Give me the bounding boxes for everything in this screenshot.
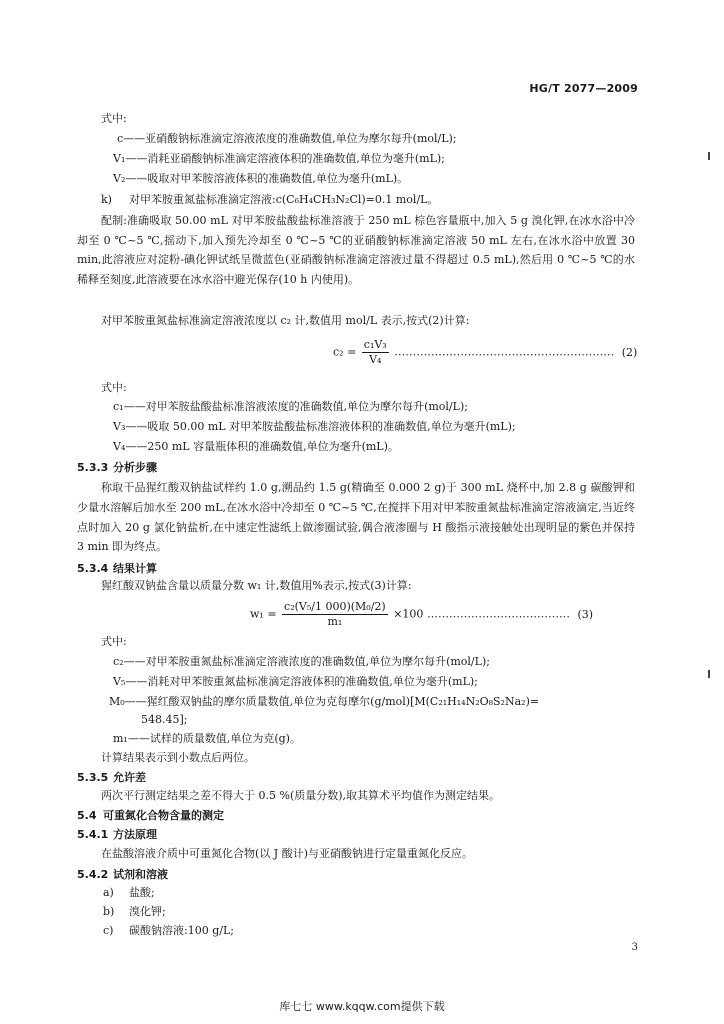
section-5-4-1-heading: [77, 826, 157, 842]
w1-calc-intro: 猩红酸双钠盐含量以质量分数 w₁ 计,数值用%表示,按式(3)计算:: [101, 579, 412, 592]
list-item-a-label: a): [103, 886, 114, 899]
formula-2-lhs: c₂ =: [333, 345, 357, 359]
definition-m0-cont: 548.45];: [141, 713, 188, 726]
formula-2-leader: ……………………………………………………: [394, 345, 615, 359]
section-5-3-5-heading: [77, 769, 146, 785]
section-5-3-3-number: 5.3.3: [77, 461, 109, 474]
where-label-1: 式中:: [101, 112, 127, 125]
list-item-c-text: 碳酸钠溶液:100 g/L;: [129, 924, 234, 937]
c2-calc-intro: 对甲苯胺重氮盐标准滴定溶液浓度以 c₂ 计,数值用 mol/L 表示,按式(2)计算:: [101, 314, 470, 327]
list-item-a-text: 盐酸;: [129, 886, 155, 899]
where-label-3: 式中:: [101, 635, 127, 648]
formula-3-lhs: w₁ =: [250, 607, 277, 621]
section-5-3-4-heading: [77, 560, 157, 576]
formula-2: [333, 338, 637, 367]
section-5-4-1-number: 5.4.1: [77, 828, 109, 841]
section-5-3-4-title: 结果计算: [113, 562, 157, 575]
formula-2-tag: (2): [621, 345, 638, 359]
formula-3: [250, 600, 593, 629]
section-5-3-4-number: 5.3.4: [77, 562, 109, 575]
where-label-2: 式中:: [101, 381, 127, 394]
formula-3-tag: (3): [577, 607, 594, 621]
definition-c2: c₂——对甲苯胺重氮盐标准滴定溶液浓度的准确数值,单位为摩尔每升(mol/L);: [113, 655, 490, 668]
section-5-4-number: 5.4: [77, 809, 97, 822]
definition-c1: c₁——对甲苯胺盐酸盐标准溶液浓度的准确数值,单位为摩尔每升(mol/L);: [113, 400, 468, 413]
page-number: 3: [631, 942, 638, 953]
section-5-4-2-number: 5.4.2: [77, 868, 109, 881]
formula-3-tail: ×100: [393, 607, 424, 621]
section-5-3-3-heading: [77, 459, 157, 475]
definition-v1: V₁——消耗亚硝酸钠标准滴定溶液体积的准确数值,单位为毫升(mL);: [113, 152, 445, 165]
rounding-note: 计算结果表示到小数点后两位。: [101, 751, 255, 764]
formula-3-numerator: c₂(V₅/1 000)(M₀/2): [284, 600, 386, 613]
formula-2-fraction: [362, 338, 389, 367]
definition-m1: m₁——试样的质量数值,单位为克(g)。: [113, 732, 301, 745]
definition-m0: M₀——猩红酸双钠盐的摩尔质量数值,单位为克每摩尔(g/mol)[M(C₂₁H₁₄N₂O₈S₂Na₂)=: [109, 695, 540, 708]
section-5-3-3-title: 分析步骤: [113, 461, 157, 474]
section-5-4-heading: [77, 807, 224, 823]
formula-3-leader: …………………………………: [426, 607, 570, 621]
formula-2-denominator: V₄: [369, 353, 382, 366]
formula-3-fraction: [282, 600, 388, 629]
section-5-3-3-text: 称取干品猩红酸双钠盐试样约 1.0 g,溯品约 1.5 g(精确至 0.000 2 g)于 300 mL 烧杯中,加 2.8 g 碳酸钾和少量水溶解后加水至 200 mL,在冰水浴中冷却至 0 ℃~5 ℃,在搅拌下用对甲苯胺重氮盐标准滴定溶液滴定,当近终点时加入 20 g 氯化钠盐析,在中速定性滤纸上做渗圈试验,偶合液渗圈与 H 酸指示液接触处出现明显的紫色并保持 3 min 即为终点。: [77, 481, 635, 554]
formula-2-numerator: c₁V₃: [363, 338, 387, 351]
definition-v4: V₄——250 mL 容量瓶体积的准确数值,单位为毫升(mL)。: [113, 440, 399, 453]
download-footer: 库七七 www.kqqw.com提供下载: [279, 1000, 445, 1013]
item-k-label: k): [101, 193, 112, 206]
section-5-3-5-title: 允许差: [113, 771, 146, 784]
section-5-4-1-text: 在盐酸溶液介质中可重氮化合物(以 J 酸计)与亚硝酸钠进行定量重氮化反应。: [101, 847, 473, 860]
definition-c: c——亚硝酸钠标准滴定溶液浓度的准确数值,单位为摩尔每升(mol/L);: [117, 132, 457, 145]
section-5-4-2-heading: [77, 866, 168, 882]
list-item-b-label: b): [103, 905, 115, 918]
section-5-4-2-title: 试剂和溶液: [113, 868, 168, 881]
definition-v3: V₃——吸取 50.00 mL 对甲苯胺盐酸盐标准溶液体积的准确数值,单位为毫升(mL);: [113, 420, 516, 433]
standard-number: HG/T 2077—2009: [529, 82, 638, 95]
section-5-3-5-text: 两次平行测定结果之差不得大于 0.5 %(质量分数),取其算术平均值作为测定结果。: [101, 789, 501, 802]
item-k-preparation: 配制:准确吸取 50.00 mL 对甲苯胺盐酸盐标准溶液于 250 mL 棕色容量瓶中,加入 5 g 溴化钾,在冰水浴中冷却至 0 ℃~5 ℃,摇动下,加入预先冷却至 0 ℃~5 ℃的亚硝酸钠标准滴定溶液 50 mL 左右,在冰水浴中放置 30 min,此溶液应对淀粉-碘化钾试纸呈微蓝色(亚硝酸钠标准滴定溶液过量不得超过 0.5 mL),然后用 0 ℃~5 ℃的水稀释至刻度,此溶液要在冰水浴中避光保存(10 h 内使用)。: [77, 214, 635, 286]
section-5-3-5-number: 5.3.5: [77, 771, 109, 784]
list-item-b-text: 溴化钾;: [129, 905, 166, 918]
item-k-text: 对甲苯胺重氮盐标准滴定溶液:c(C₆H₄CH₃N₂Cl)=0.1 mol/L。: [129, 193, 439, 206]
section-5-4-title: 可重氮化合物含量的测定: [103, 809, 224, 822]
definition-v5: V₅——消耗对甲苯胺重氮盐标准滴定溶液体积的准确数值,单位为毫升(mL);: [113, 675, 478, 688]
scan-edge-mark: [708, 152, 710, 160]
formula-3-denominator: m₁: [327, 615, 343, 628]
section-5-4-1-title: 方法原理: [113, 828, 157, 841]
scan-edge-mark: [708, 670, 710, 678]
list-item-c-label: c): [103, 924, 114, 937]
definition-v2: V₂——吸取对甲苯胺溶液体积的准确数值,单位为毫升(mL)。: [113, 172, 409, 185]
